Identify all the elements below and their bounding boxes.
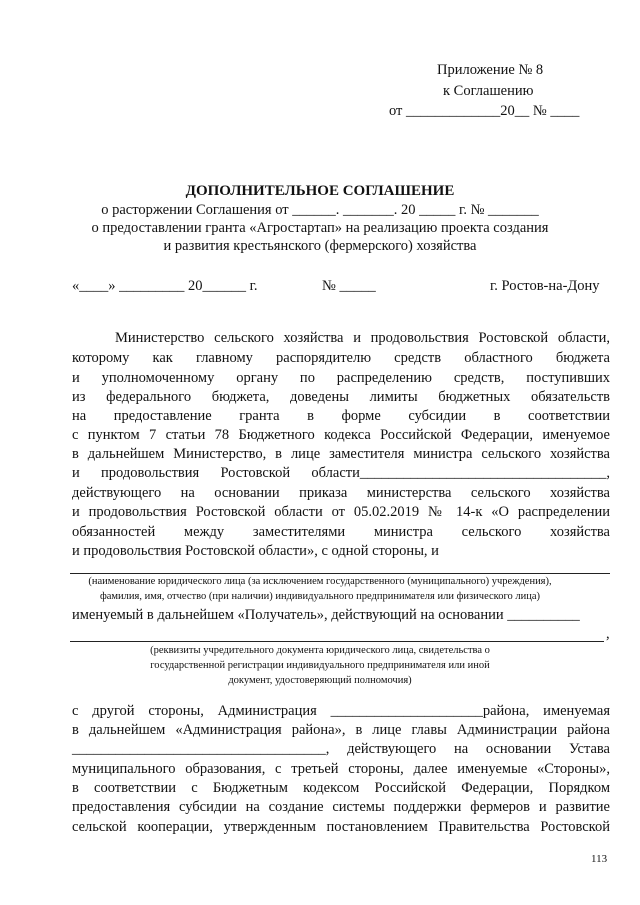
paragraph-line: в соответствии с Бюджетным кодексом Российской Федерации, Порядком xyxy=(72,780,610,796)
paragraph-line: сельской кооперации, утвержденным постановлением Правительства Ростовской xyxy=(72,819,610,835)
paragraph-line: муниципального образования, с третьей стороны, далее именуемые «Стороны», xyxy=(72,761,610,777)
agreement-city: г. Ростов-на-Дону xyxy=(490,278,600,294)
recipient-name-line xyxy=(70,573,610,574)
paragraph-line: которому как главному распорядителю средств областного бюджета xyxy=(72,350,610,366)
appendix-reference: к Соглашению xyxy=(443,83,534,99)
paragraph-line: и продовольствия Ростовской области», с одной стороны, и xyxy=(72,543,439,559)
paragraph-line: на предоставление гранта в форме субсидии в соответствии xyxy=(72,408,610,424)
paragraph-line: и продовольствия Ростовской области от 05.02.2019 № 14-к «О распределении xyxy=(72,504,610,520)
agreement-date: «____» _________ 20______ г. xyxy=(72,278,258,294)
page-number: 113 xyxy=(591,853,608,865)
paragraph-line: из федерального бюджета, доведены лимиты бюджетных обязательств xyxy=(72,389,610,405)
paragraph-line: и уполномоченному органу по распределению средств, поступивших xyxy=(72,370,610,386)
paragraph-line: ___________________________________, действующего на основании Устава xyxy=(72,741,610,757)
paragraph-line: Министерство сельского хозяйства и продовольствия Ростовской области, xyxy=(115,330,610,346)
paragraph-line: в дальнейшем Министерство, в лице заместителя министра сельского хозяйства xyxy=(72,446,610,462)
recipient-name-note: (наименование юридического лица (за исключением государственного (муниципального) учреждения), xyxy=(88,576,552,587)
agreement-number: № _____ xyxy=(322,278,376,294)
recipient-basis-note: государственной регистрации индивидуального предпринимателя или иной xyxy=(150,660,490,671)
document-title: ДОПОЛНИТЕЛЬНОЕ СОГЛАШЕНИЕ xyxy=(185,183,455,199)
appendix-date-number: от _____________20__ № ____ xyxy=(389,103,580,119)
paragraph-line: в дальнейшем «Администрация района», в лице главы Администрации района xyxy=(72,722,610,738)
title-subline-3: и развития крестьянского (фермерского) хозяйства xyxy=(163,238,477,254)
recipient-name-note: фамилия, имя, отчество (при наличии) индивидуального предпринимателя или физического лица) xyxy=(99,591,541,602)
recipient-basis-note: (реквизиты учредительного документа юридического лица, свидетельства о xyxy=(150,645,490,656)
paragraph-line: с пунктом 7 статьи 78 Бюджетного кодекса Российской Федерации, именуемое xyxy=(72,427,610,443)
appendix-number: Приложение № 8 xyxy=(437,62,544,78)
title-subline-1: о расторжении Соглашения от ______. _______. 20 _____ г. № _______ xyxy=(101,202,539,218)
paragraph-line: с другой стороны, Администрация _____________________района, именуемая xyxy=(72,703,610,719)
recipient-basis-line: именуемый в дальнейшем «Получатель», действующий на основании __________ xyxy=(72,607,580,623)
recipient-basis-note: документ, удостоверяющий полномочия) xyxy=(228,675,412,686)
paragraph-line: предоставления субсидии на создание системы поддержки фермеров и развитие xyxy=(72,799,610,815)
paragraph-line: действующего на основании приказа министерства сельского хозяйства xyxy=(72,485,610,501)
paragraph-line: и продовольствия Ростовской области__________________________________, xyxy=(72,465,610,481)
recipient-basis-comma: , xyxy=(606,626,610,642)
recipient-basis-blank xyxy=(70,641,604,642)
paragraph-line: обязанностей между заместителями министра сельского хозяйства xyxy=(72,524,610,540)
title-subline-2: о предоставлении гранта «Агростартап» на реализацию проекта создания xyxy=(91,220,549,236)
